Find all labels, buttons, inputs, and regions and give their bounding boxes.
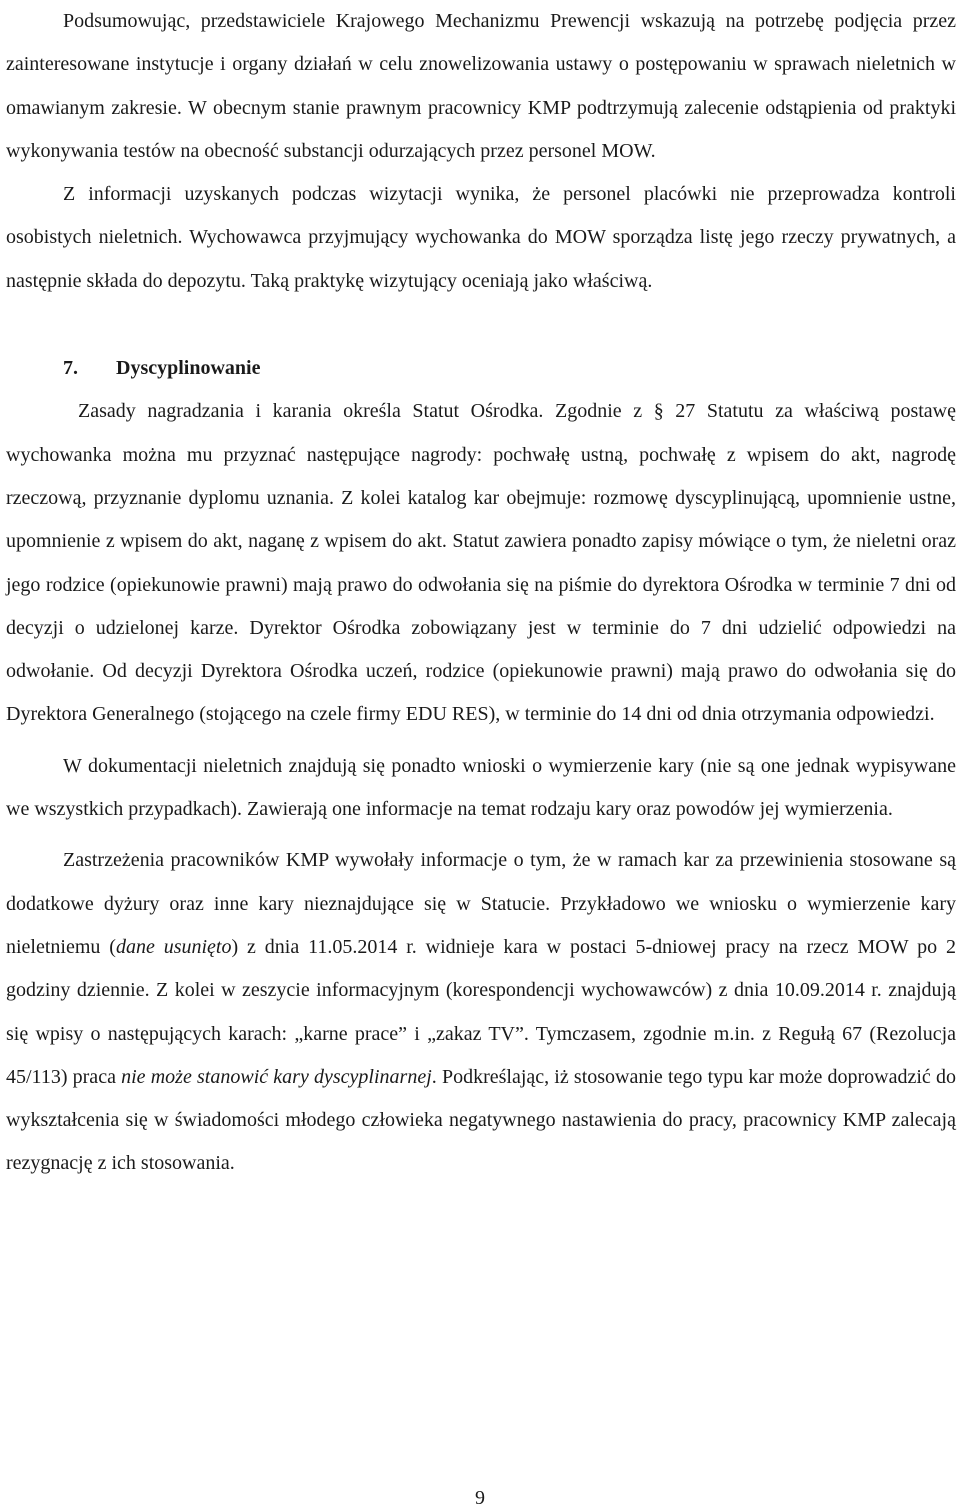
paragraph-documentation: W dokumentacji nieletnich znajdują się ponadto wnioski o wymierzenie kary (nie są one jednak wypisywane we wszystkich przypadkach). Zawierają one informacje na temat rodzaju kary oraz powodów jej wymierzenia. [6,754,956,821]
section-number: 7. [63,357,78,380]
paragraph-kmp-concerns: Zastrzeżenia pracowników KMP wywołały informacje o tym, że w ramach kar za przewinienia stosowane są dodatkowe dyżury oraz inne kary nieznajdujące się w Statucie. Przykładowo we wniosku o wymierzenie kary nieletniemu (dane usunięto) z dnia 11.05.2014 r. widnieje kara w postaci 5-dniowej pracy na rzecz MOW po 2 godziny dziennie. Z kolei w zeszycie informacyjnym (korespondencji wychowawców) z dnia 10.09.2014 r. znajdują się wpisy o następujących karach: „karne prace” i „zakaz TV”. Tymczasem, zgodnie m.in. z Regułą 67 (Rezolucja 45/113) praca nie może stanowić kary dyscyplinarnej. Podkreślając, iż stosowanie tego typu kar może doprowadzić do wykształcenia się w świadomości młodego człowieka negatywnego nastawienia do pracy, pracownicy KMP zalecają rezygnację z ich stosowania. [6,849,956,1175]
redacted-note: dane usunięto [115,935,232,958]
section-heading [6,347,956,390]
emphasized-quote: nie może stanowić kary dyscyplinarnej [121,1065,432,1088]
paragraph-summary: Podsumowując, przedstawiciele Krajowego Mechanizmu Prewencji wskazują na potrzebę podjęcia przez zainteresowane instytucje i organy działań w celu znowelizowania ustawy o postępowaniu w sprawach nieletnich w omawianym zakresie. W obecnym stanie prawnym pracownicy KMP podtrzymują zalecenie odstąpienia od praktyki wykonywania testów na obecność substancji odurzających przez personel MOW. [6,10,956,162]
paragraph-rewards-punishments: Zasady nagradzania i karania określa Statut Ośrodka. Zgodnie z § 27 Statutu za właściwą postawę wychowanka można mu przyznać następujące nagrody: pochwałę ustną, pochwałę z wpisem do akt, nagrodę rzeczową, przyznanie dyplomu uznania. Z kolei katalog kar obejmuje: rozmowę dyscyplinującą, upomnienie ustne, upomnienie z wpisem do akt, naganę z wpisem do akt. Statut zawiera ponadto zapisy mówiące o tym, że nieletni oraz jego rodzice (opiekunowie prawni) mają prawo do odwołania się na piśmie do dyrektora Ośrodka w terminie 7 dni od decyzji o udzielonej karze. Dyrektor Ośrodka zobowiązany jest w terminie do 7 dni udzielić odpowiedzi na odwołanie. Od decyzji Dyrektora Ośrodka uczeń, rodzice (opiekunowie prawni) mają prawo do odwołania się do Dyrektora Generalnego (stojącego na czele firmy EDU RES), w terminie do 14 dni od dnia otrzymania odpowiedzi. [6,400,956,726]
page-number: 9 [475,1487,485,1509]
section-title: Dyscyplinowanie [116,357,261,380]
document-page [6,0,956,1186]
paragraph-personal-checks: Z informacji uzyskanych podczas wizytacji wynika, że personel placówki nie przeprowadza kontroli osobistych nieletnich. Wychowawca przyjmujący wychowanka do MOW sporządza listę jego rzeczy prywatnych, a następnie składa do depozytu. Taką praktykę wizytujący oceniają jako właściwą. [6,183,956,292]
